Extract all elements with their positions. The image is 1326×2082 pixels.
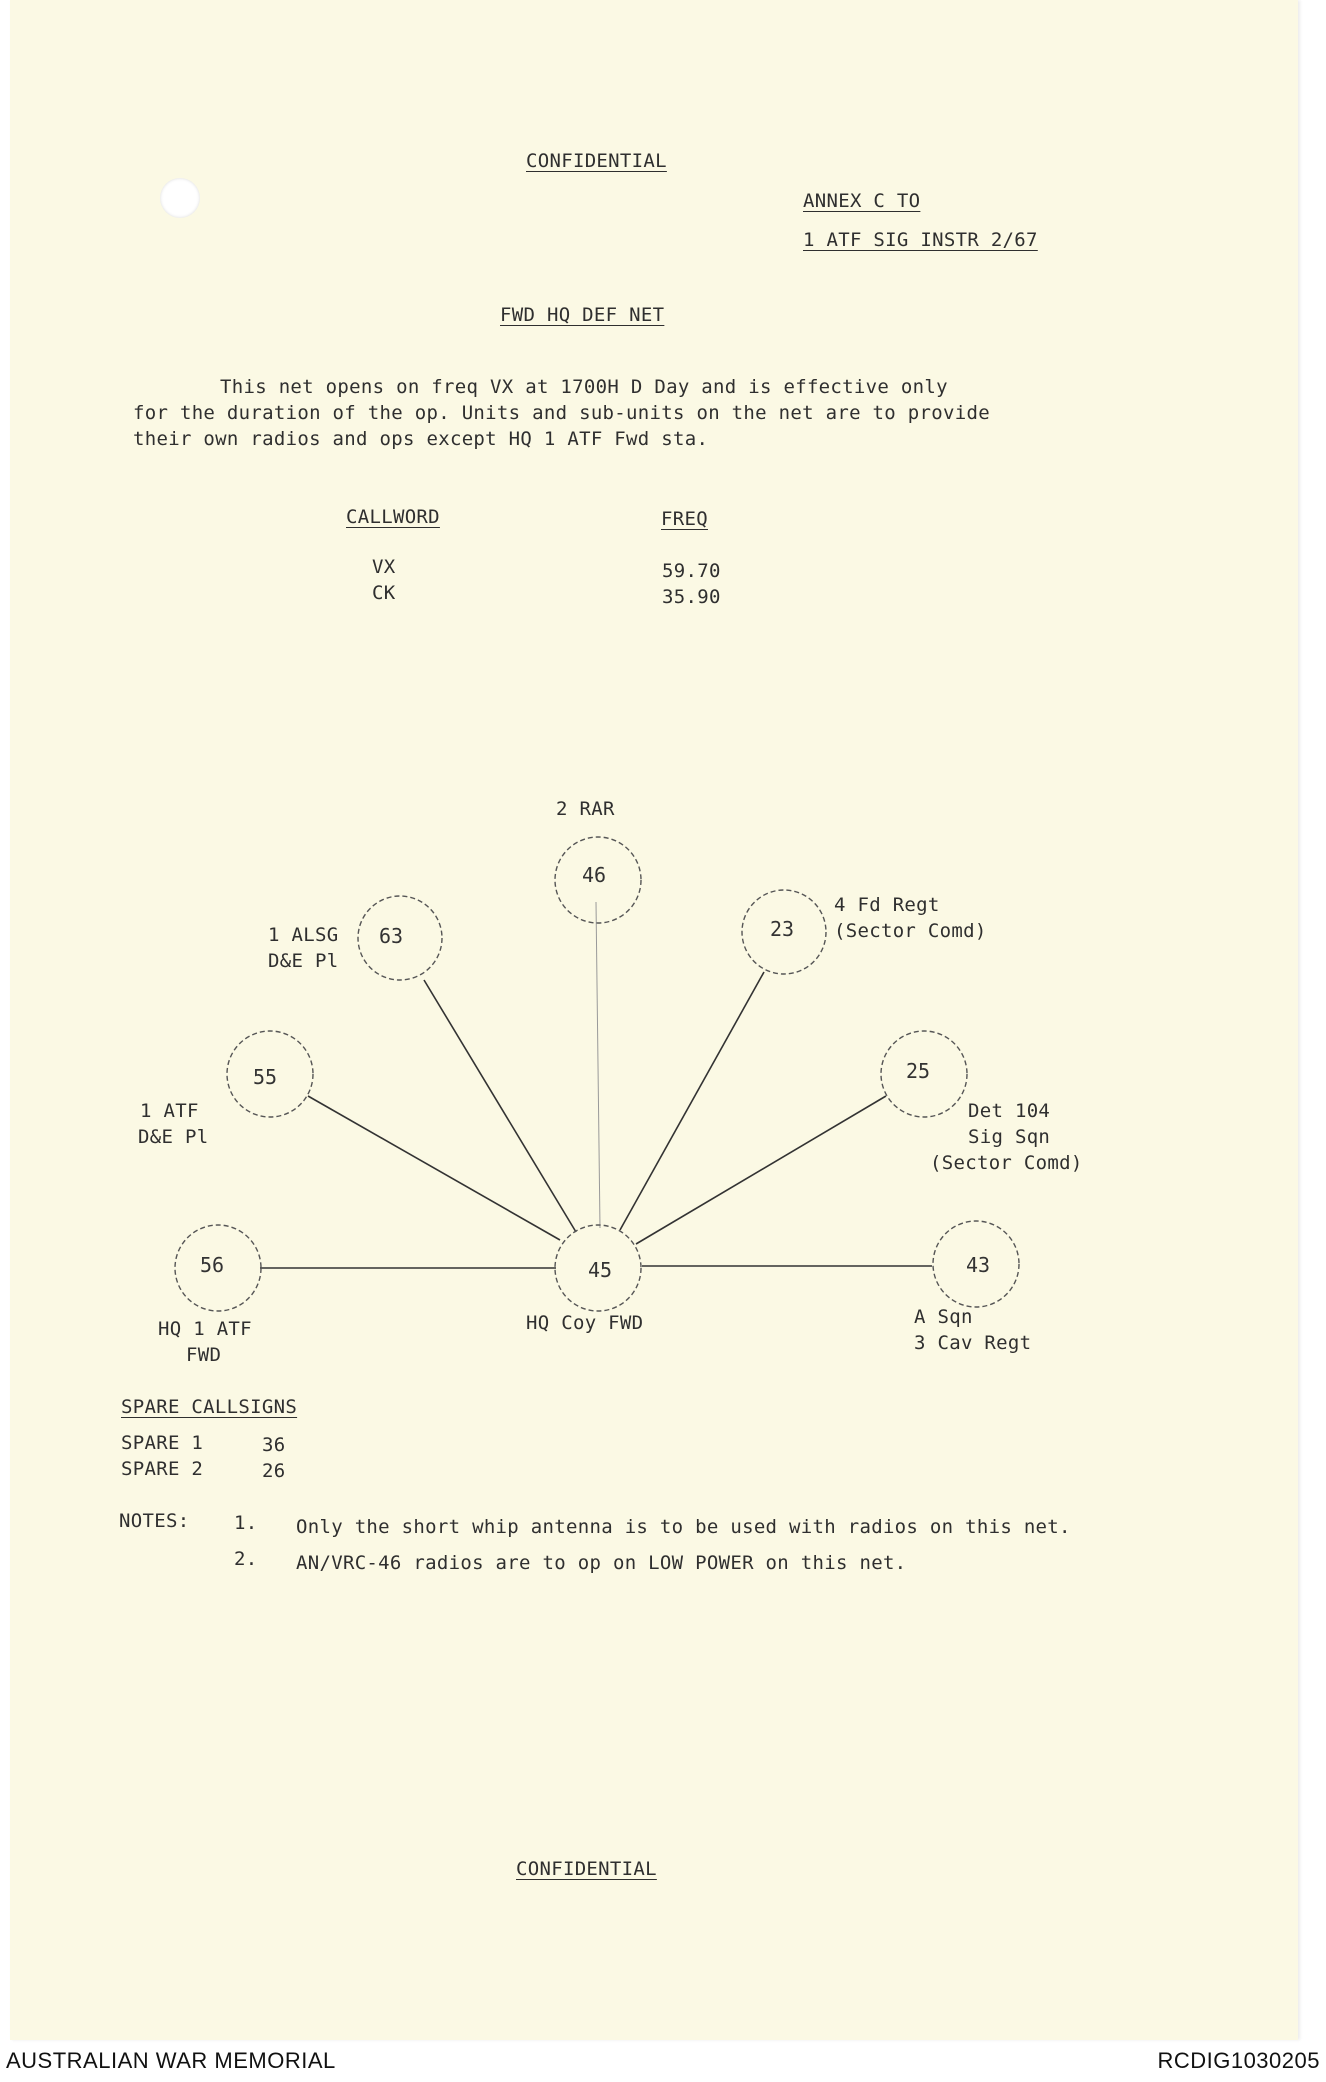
footer-id: RCDIG1030205 — [1157, 2048, 1320, 2073]
note-number: 2. — [234, 1548, 258, 1570]
spare-value: 26 — [262, 1460, 286, 1482]
note-number: 1. — [234, 1512, 258, 1534]
annex-line-2: 1 ATF SIG INSTR 2/67 — [803, 229, 1038, 251]
node-label: (Sector Comd) — [930, 1152, 1083, 1174]
note-text: AN/VRC-46 radios are to op on LOW POWER on this net. — [296, 1552, 907, 1574]
spare-value: 36 — [262, 1434, 286, 1456]
network-node — [358, 896, 442, 980]
link-55 — [308, 1096, 560, 1240]
callword-cell: VX — [372, 556, 396, 578]
spare-label: SPARE 1 — [121, 1432, 204, 1454]
node-label: 1 ATF — [140, 1100, 199, 1122]
network-node — [933, 1221, 1019, 1307]
node-label: A Sqn — [914, 1306, 973, 1328]
link-46 — [596, 902, 600, 1228]
intro-line-2: for the duration of the op. Units and sub-units on the net are to provide — [133, 402, 990, 424]
node-label: HQ 1 ATF — [158, 1318, 252, 1340]
network-node — [881, 1031, 967, 1117]
classification-top: CONFIDENTIAL — [526, 150, 667, 172]
annex-line-1: ANNEX C TO — [803, 190, 921, 212]
spare-callsigns-heading: SPARE CALLSIGNS — [121, 1396, 298, 1418]
callword-header: CALLWORD — [346, 506, 440, 528]
link-63 — [424, 980, 576, 1232]
footer-source: AUSTRALIAN WAR MEMORIAL — [6, 2048, 336, 2073]
node-label: 4 Fd Regt — [834, 894, 940, 916]
node-callsign: 63 — [379, 924, 404, 948]
node-callsign: 43 — [966, 1253, 991, 1277]
node-label: 1 ALSG — [268, 924, 339, 946]
notes-label: NOTES: — [119, 1510, 190, 1532]
freq-cell: 35.90 — [662, 586, 721, 608]
intro-line-3: their own radios and ops except HQ 1 ATF Fwd sta. — [133, 428, 709, 450]
network-node — [555, 837, 641, 923]
net-links — [260, 902, 932, 1268]
node-callsign: 23 — [770, 917, 795, 941]
node-label: 2 RAR — [556, 798, 615, 820]
network-node — [742, 890, 826, 974]
node-label: FWD — [186, 1344, 222, 1366]
node-label: 3 Cav Regt — [914, 1332, 1032, 1354]
freq-header: FREQ — [661, 508, 708, 530]
freq-cell: 59.70 — [662, 560, 721, 582]
node-callsign: 55 — [253, 1065, 278, 1089]
network-hub — [555, 1225, 641, 1311]
node-callsign: 56 — [200, 1253, 225, 1277]
classification-bottom: CONFIDENTIAL — [516, 1858, 657, 1880]
network-node — [175, 1225, 261, 1311]
network-node — [227, 1031, 313, 1117]
hub-callsign: 45 — [588, 1258, 613, 1282]
link-23 — [620, 972, 764, 1230]
callword-cell: CK — [372, 582, 396, 604]
node-label: Sig Sqn — [968, 1126, 1051, 1148]
link-25 — [636, 1096, 886, 1244]
spare-label: SPARE 2 — [121, 1458, 204, 1480]
node-label: Det 104 — [968, 1100, 1051, 1122]
node-label: (Sector Comd) — [834, 920, 987, 942]
node-callsign: 46 — [582, 863, 607, 887]
node-label: D&E Pl — [268, 950, 339, 972]
document-title: FWD HQ DEF NET — [500, 304, 665, 326]
intro-line-1: This net opens on freq VX at 1700H D Day and is effective only — [220, 376, 948, 398]
node-callsign: 25 — [906, 1059, 931, 1083]
hub-label: HQ Coy FWD — [526, 1312, 644, 1334]
note-text: Only the short whip antenna is to be used with radios on this net. — [296, 1516, 1071, 1538]
node-label: D&E Pl — [138, 1126, 209, 1148]
